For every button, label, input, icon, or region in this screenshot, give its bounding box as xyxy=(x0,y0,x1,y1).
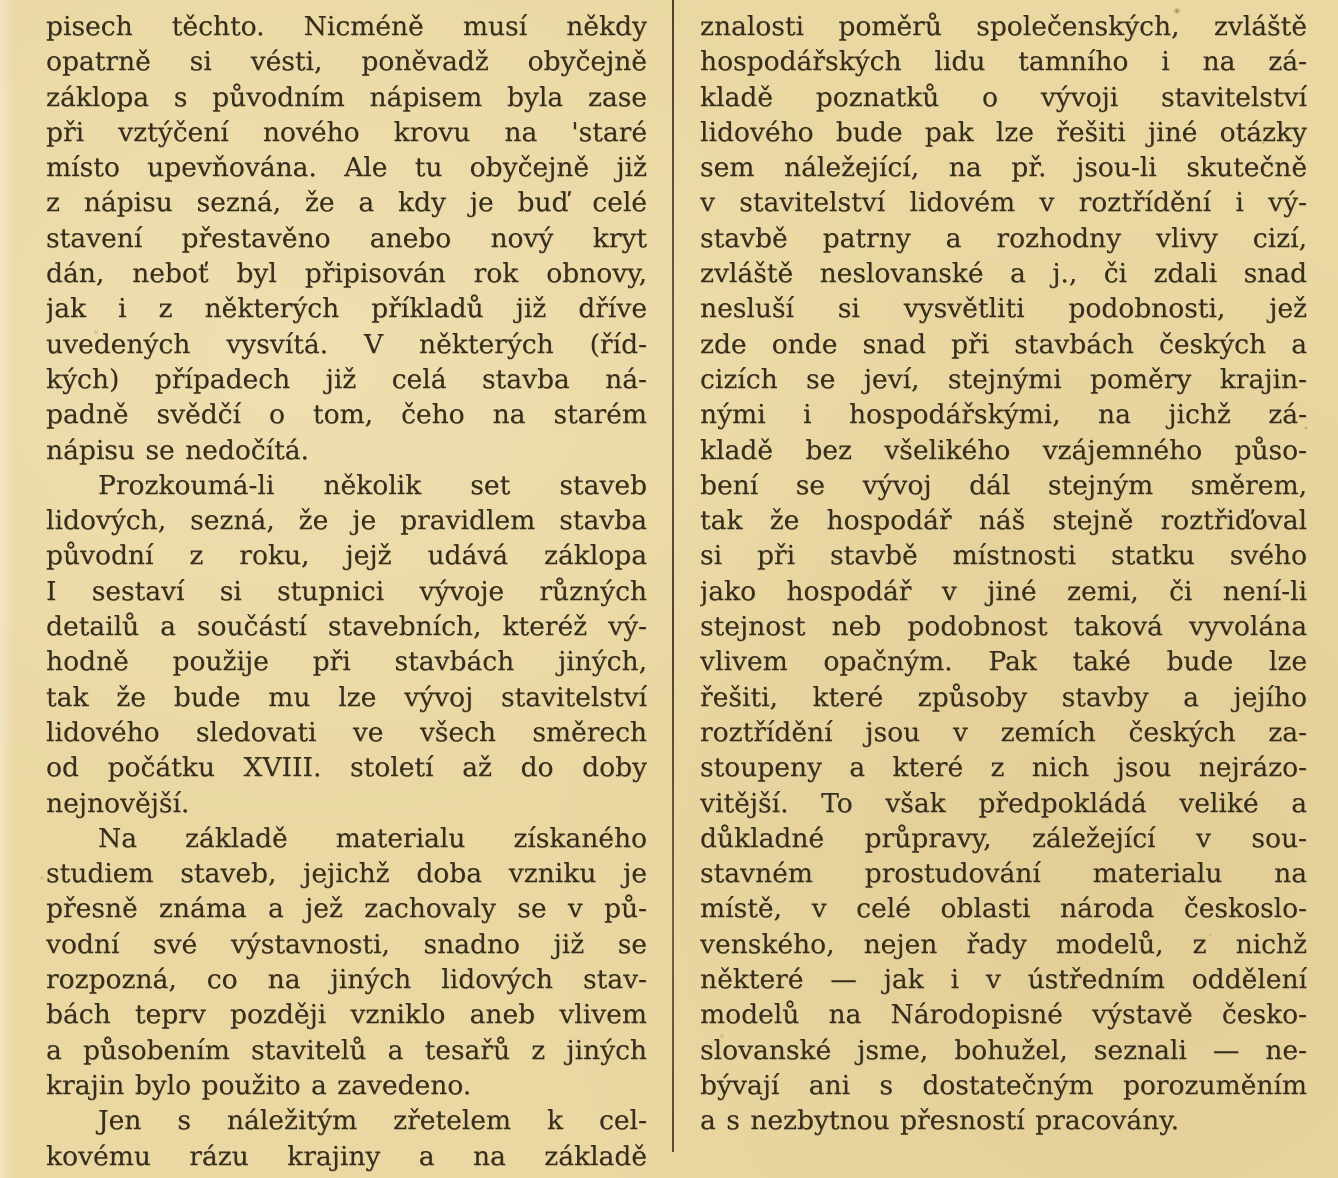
text-line: lidového bude pak lze řešiti jiné otázky xyxy=(700,116,1307,148)
text-line: tak že hospodář náš stejně roztřiďoval xyxy=(700,505,1307,537)
text-line: Na základě materialu získaného xyxy=(98,822,647,854)
text-line: kých) případech již celá stavba ná- xyxy=(46,363,647,395)
text-line: vlivem opačným. Pak také bude lze xyxy=(700,646,1307,678)
left-column xyxy=(46,9,647,1174)
text-line: dán, neboť byl připisován rok obnovy, xyxy=(46,258,647,290)
text-line: některé — jak i v ústředním oddělení xyxy=(700,964,1307,996)
text-line: přesně známa a jež zachovaly se v pů- xyxy=(46,893,647,925)
text-line: při vztýčení nového krovu na 'staré xyxy=(46,116,647,148)
text-line: hodně použije při stavbách jiných, xyxy=(46,646,647,678)
text-line: stavení přestavěno anebo nový kryt xyxy=(46,222,647,254)
text-line: pisech těchto. Nicméně musí někdy xyxy=(46,11,647,42)
text-line: nými i hospodářskými, na jichž zá- xyxy=(700,399,1307,431)
text-line: studiem staveb, jejichž doba vzniku je xyxy=(46,858,647,890)
text-line: a působením stavitelů a tesařů z jiných xyxy=(46,1034,647,1066)
text-line: rozpozná, co na jiných lidových stav- xyxy=(46,964,647,996)
text-line: si při stavbě místnosti statku svého xyxy=(700,540,1307,572)
text-line: bývají ani s dostatečným porozuměním xyxy=(700,1069,1307,1101)
text-line: lidového sledovati ve všech směrech xyxy=(46,716,647,748)
text-line: řešiti, které způsoby stavby a jejího xyxy=(700,681,1307,713)
text-line: jak i z některých příkladů již dříve xyxy=(46,293,647,325)
text-line: stavbě patrny a rozhodny vlivy cizí, xyxy=(700,222,1307,254)
text-line: krajin bylo použito a zavedeno. xyxy=(46,1069,472,1101)
text-line: kovému rázu krajiny a na základě xyxy=(46,1140,647,1172)
text-line: místě, v celé oblasti národa českoslo- xyxy=(700,893,1307,925)
text-line: z nápisu sezná, že a kdy je buď celé xyxy=(46,187,647,219)
text-line: důkladné průpravy, záležející v sou- xyxy=(700,822,1307,854)
text-line: nesluší si vysvětliti podobnosti, jež xyxy=(700,293,1307,325)
text-line: padně svědčí o tom, čeho na starém xyxy=(46,399,647,431)
text-line: uvedených vysvítá. V některých (říd- xyxy=(46,328,647,360)
text-line: kladě bez všelikého vzájemného půso- xyxy=(700,434,1307,466)
text-line: a s nezbytnou přesností pracovány. xyxy=(700,1105,1180,1137)
text-line: venského, nejen řady modelů, z nichž xyxy=(700,928,1307,960)
text-line: Jen s náležitým zřetelem k cel- xyxy=(98,1105,647,1137)
text-line: nejnovější. xyxy=(46,787,190,819)
text-line: znalosti poměrů společenských, zvláště xyxy=(700,11,1307,42)
text-line: nápisu se nedočítá. xyxy=(46,434,309,466)
text-line: I sestaví si stupnici vývoje různých xyxy=(46,575,647,607)
text-line: stavném prostudování materialu na xyxy=(700,858,1307,890)
text-line: Prozkoumá-li několik set staveb xyxy=(98,469,647,501)
text-line: opatrně si vésti, poněvadž obyčejně xyxy=(46,46,647,78)
text-line: stejnost neb podobnost taková vyvolána xyxy=(700,611,1307,643)
text-line: vitější. To však předpokládá veliké a xyxy=(700,787,1307,819)
text-line: kladě poznatků o vývoji stavitelství xyxy=(700,81,1307,113)
text-line: v stavitelství lidovém v roztřídění i vý- xyxy=(700,187,1307,219)
text-line: modelů na Národopisné výstavě česko- xyxy=(700,999,1307,1031)
column-divider-rule xyxy=(672,0,674,1152)
text-line: jako hospodář v jiné zemi, či není-li xyxy=(700,575,1307,607)
text-line: roztřídění jsou v zemích českých za- xyxy=(700,716,1307,748)
text-line: hospodářských lidu tamního i na zá- xyxy=(700,46,1307,78)
text-line: zvláště neslovanské a j., či zdali snad xyxy=(700,258,1307,290)
text-line: bách teprv později vzniklo aneb vlivem xyxy=(46,999,647,1031)
text-line: bení se vývoj dál stejným směrem, xyxy=(700,469,1307,501)
text-line: tak že bude mu lze vývoj stavitelství xyxy=(46,681,647,713)
text-line: záklopa s původním nápisem byla zase xyxy=(46,81,647,113)
right-column xyxy=(700,9,1307,1139)
text-line: od počátku XVIII. století až do doby xyxy=(46,752,647,784)
text-line: zde onde snad při stavbách českých a xyxy=(700,328,1307,360)
text-line: cizích se jeví, stejnými poměry krajin- xyxy=(700,363,1307,395)
text-line: detailů a součástí stavebních, kteréž vý- xyxy=(46,611,647,643)
text-line: lidových, sezná, že je pravidlem stavba xyxy=(46,505,647,537)
text-line: slovanské jsme, bohužel, seznali — ne- xyxy=(700,1034,1307,1066)
text-line: místo upevňována. Ale tu obyčejně již xyxy=(46,152,647,184)
text-line: vodní své výstavnosti, snadno již se xyxy=(46,928,647,960)
text-line: stoupeny a které z nich jsou nejrázo- xyxy=(700,752,1307,784)
text-line: původní z roku, jejž udává záklopa xyxy=(46,540,647,572)
text-line: sem náležející, na př. jsou-li skutečně xyxy=(700,152,1307,184)
